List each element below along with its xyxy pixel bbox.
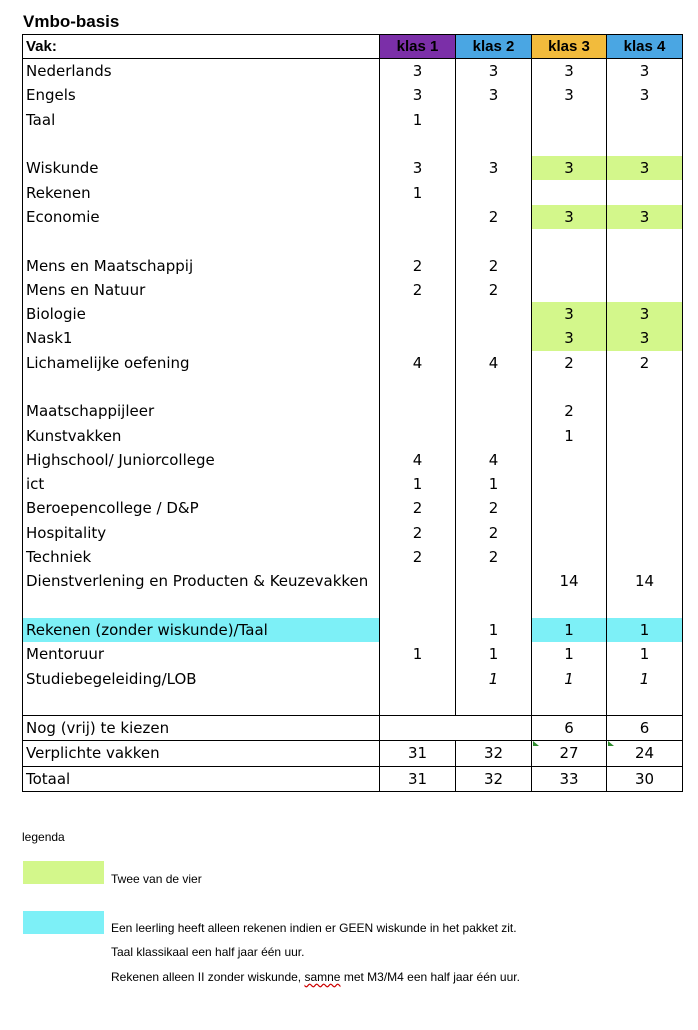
summary-klas-4: 6 (607, 716, 683, 741)
subject-cell: Mens en Natuur (23, 278, 380, 302)
hours-klas-2: 3 (456, 59, 532, 84)
comment-indicator-icon (608, 741, 614, 746)
hours-klas-1: 2 (380, 278, 456, 302)
hours-klas-4 (607, 229, 683, 253)
hours-klas-1 (380, 569, 456, 593)
hours-klas-3: 14 (532, 569, 607, 593)
header-vak: Vak: (23, 35, 380, 59)
subject-cell (23, 691, 380, 716)
table-row (23, 618, 683, 642)
subject-cell (23, 594, 380, 618)
hours-klas-4 (607, 375, 683, 399)
subject-cell: Economie (23, 205, 380, 229)
subject-cell: Dienstverlening en Producten & Keuzevakken (23, 569, 380, 593)
hours-klas-2 (456, 691, 532, 716)
hours-klas-2 (456, 180, 532, 204)
hours-klas-2 (456, 108, 532, 132)
hours-klas-4 (607, 448, 683, 472)
hours-klas-1: 1 (380, 180, 456, 204)
summary-klas-1: 31 (380, 741, 456, 766)
hours-klas-3: 1 (532, 423, 607, 447)
summary-klas-2: 32 (456, 741, 532, 766)
hours-klas-3 (532, 521, 607, 545)
hours-klas-4 (607, 399, 683, 423)
legend-line-3-misspelled: samne (304, 970, 341, 984)
summary-klas-1-2 (380, 716, 532, 741)
legend-green-swatch (23, 861, 104, 884)
subject-cell: Rekenen (zonder wiskunde)/Taal (23, 618, 380, 642)
hours-klas-1 (380, 302, 456, 326)
legend-line-3 (111, 970, 520, 984)
hours-klas-2: 1 (456, 642, 532, 666)
summary-row (23, 741, 683, 766)
hours-klas-4 (607, 108, 683, 132)
summary-klas-3: 6 (532, 716, 607, 741)
subject-cell: Beroepencollege / D&P (23, 496, 380, 520)
hours-klas-3 (532, 691, 607, 716)
hours-klas-2 (456, 302, 532, 326)
hours-klas-1 (380, 594, 456, 618)
subject-cell: Studiebegeleiding/LOB (23, 666, 380, 690)
summary-label: Nog (vrij) te kiezen (23, 716, 380, 741)
table-row (23, 351, 683, 375)
subject-cell: ict (23, 472, 380, 496)
table-row (23, 545, 683, 569)
subject-cell: Wiskunde (23, 156, 380, 180)
hours-klas-1: 4 (380, 351, 456, 375)
hours-klas-1: 1 (380, 108, 456, 132)
hours-klas-4: 1 (607, 618, 683, 642)
hours-klas-3 (532, 594, 607, 618)
summary-klas-4: 30 (607, 766, 683, 791)
hours-klas-2: 1 (456, 472, 532, 496)
hours-klas-4 (607, 423, 683, 447)
hours-klas-2: 2 (456, 521, 532, 545)
subject-cell: Mentoruur (23, 642, 380, 666)
hours-klas-1: 2 (380, 521, 456, 545)
legend-cyan-text: Een leerling heeft alleen rekenen indien er GEEN wiskunde in het pakket zit. (111, 921, 517, 935)
table-row (23, 253, 683, 277)
hours-klas-4 (607, 521, 683, 545)
hours-klas-4 (607, 496, 683, 520)
subject-cell: Engels (23, 83, 380, 107)
hours-klas-1: 1 (380, 472, 456, 496)
hours-klas-1 (380, 132, 456, 156)
hours-klas-3 (532, 375, 607, 399)
hours-klas-3 (532, 108, 607, 132)
header-row (23, 35, 683, 59)
hours-klas-3 (532, 545, 607, 569)
hours-klas-3 (532, 448, 607, 472)
hours-klas-4: 3 (607, 59, 683, 84)
hours-klas-1 (380, 375, 456, 399)
hours-klas-4 (607, 278, 683, 302)
hours-klas-4 (607, 545, 683, 569)
comment-indicator-icon (533, 741, 539, 746)
hours-klas-2: 3 (456, 156, 532, 180)
hours-klas-2 (456, 569, 532, 593)
subject-cell: Nederlands (23, 59, 380, 84)
hours-klas-1 (380, 399, 456, 423)
subject-cell (23, 132, 380, 156)
summary-klas-3: 33 (532, 766, 607, 791)
hours-klas-2 (456, 399, 532, 423)
hours-klas-3 (532, 132, 607, 156)
table-row (23, 205, 683, 229)
hours-klas-3: 1 (532, 618, 607, 642)
summary-klas-4: 24 (607, 741, 683, 766)
legend-line-3-pre: Rekenen alleen II zonder wiskunde, (111, 970, 305, 984)
hours-klas-1 (380, 618, 456, 642)
hours-klas-2: 2 (456, 253, 532, 277)
hours-klas-1: 1 (380, 642, 456, 666)
hours-klas-2: 2 (456, 496, 532, 520)
subject-cell: Hospitality (23, 521, 380, 545)
table-row (23, 83, 683, 107)
header-klas-3: klas 3 (532, 35, 607, 59)
hours-klas-2: 1 (456, 618, 532, 642)
summary-klas-2: 32 (456, 766, 532, 791)
legend-line-2: Taal klassikaal een half jaar één uur. (111, 945, 305, 959)
hours-klas-2 (456, 375, 532, 399)
hours-klas-2: 1 (456, 666, 532, 690)
hours-klas-3: 3 (532, 326, 607, 350)
hours-klas-3: 3 (532, 302, 607, 326)
subject-cell (23, 375, 380, 399)
summary-row (23, 766, 683, 791)
table-row (23, 472, 683, 496)
hours-klas-3: 3 (532, 205, 607, 229)
hours-klas-3 (532, 253, 607, 277)
hours-klas-2 (456, 229, 532, 253)
legend-line-3-post: met M3/M4 een half jaar één uur. (340, 970, 520, 984)
hours-klas-2 (456, 423, 532, 447)
hours-klas-4: 3 (607, 205, 683, 229)
table-row (23, 278, 683, 302)
hours-klas-4 (607, 691, 683, 716)
hours-klas-3: 2 (532, 399, 607, 423)
hours-klas-2: 2 (456, 278, 532, 302)
hours-klas-4 (607, 594, 683, 618)
subject-cell: Lichamelijke oefening (23, 351, 380, 375)
hours-klas-3: 1 (532, 642, 607, 666)
page-title: Vmbo-basis (23, 12, 120, 31)
table-row (23, 594, 683, 618)
subject-cell (23, 229, 380, 253)
hours-klas-3 (532, 496, 607, 520)
hours-klas-1 (380, 666, 456, 690)
hours-klas-2: 2 (456, 205, 532, 229)
table-row (23, 375, 683, 399)
hours-klas-2: 4 (456, 448, 532, 472)
hours-klas-4: 2 (607, 351, 683, 375)
hours-klas-2 (456, 326, 532, 350)
hours-klas-3 (532, 229, 607, 253)
hours-klas-4: 3 (607, 302, 683, 326)
subject-cell: Biologie (23, 302, 380, 326)
table-row (23, 666, 683, 690)
summary-klas-3: 27 (532, 741, 607, 766)
hours-klas-1 (380, 229, 456, 253)
hours-klas-3 (532, 472, 607, 496)
hours-klas-4 (607, 253, 683, 277)
summary-label: Totaal (23, 766, 380, 791)
table-row (23, 448, 683, 472)
hours-klas-1 (380, 205, 456, 229)
table-row (23, 132, 683, 156)
hours-klas-1 (380, 691, 456, 716)
summary-label: Verplichte vakken (23, 741, 380, 766)
hours-klas-2: 2 (456, 545, 532, 569)
hours-klas-1: 3 (380, 59, 456, 84)
hours-klas-1 (380, 423, 456, 447)
table-row (23, 180, 683, 204)
hours-klas-3 (532, 180, 607, 204)
hours-klas-3: 1 (532, 666, 607, 690)
summary-klas-1: 31 (380, 766, 456, 791)
hours-klas-2: 4 (456, 351, 532, 375)
summary-row (23, 716, 683, 741)
hours-klas-4: 3 (607, 83, 683, 107)
hours-klas-1: 2 (380, 253, 456, 277)
table-row (23, 423, 683, 447)
legend-title: legenda (22, 830, 65, 844)
table-row (23, 399, 683, 423)
hours-klas-4 (607, 472, 683, 496)
subject-cell: Techniek (23, 545, 380, 569)
subject-cell: Highschool/ Juniorcollege (23, 448, 380, 472)
legend-cyan-swatch (23, 911, 104, 934)
subject-cell: Kunstvakken (23, 423, 380, 447)
table-row (23, 156, 683, 180)
subject-cell: Nask1 (23, 326, 380, 350)
hours-klas-4: 1 (607, 642, 683, 666)
hours-klas-1: 2 (380, 545, 456, 569)
legend-green-text: Twee van de vier (111, 872, 202, 886)
subject-cell: Taal (23, 108, 380, 132)
subject-cell: Mens en Maatschappij (23, 253, 380, 277)
table-row (23, 642, 683, 666)
header-klas-1: klas 1 (380, 35, 456, 59)
hours-klas-2: 3 (456, 83, 532, 107)
header-klas-2: klas 2 (456, 35, 532, 59)
schedule-table (22, 34, 683, 792)
table-row (23, 59, 683, 84)
hours-klas-2 (456, 132, 532, 156)
hours-klas-4: 1 (607, 666, 683, 690)
hours-klas-1: 3 (380, 83, 456, 107)
hours-klas-3: 3 (532, 83, 607, 107)
hours-klas-3: 2 (532, 351, 607, 375)
hours-klas-4: 14 (607, 569, 683, 593)
hours-klas-1 (380, 326, 456, 350)
header-klas-4: klas 4 (607, 35, 683, 59)
table-row (23, 302, 683, 326)
hours-klas-3: 3 (532, 156, 607, 180)
hours-klas-4 (607, 180, 683, 204)
table-row (23, 326, 683, 350)
table-row (23, 496, 683, 520)
hours-klas-1: 4 (380, 448, 456, 472)
hours-klas-2 (456, 594, 532, 618)
subject-cell: Maatschappijleer (23, 399, 380, 423)
subject-cell: Rekenen (23, 180, 380, 204)
table-row (23, 521, 683, 545)
hours-klas-4: 3 (607, 156, 683, 180)
hours-klas-4: 3 (607, 326, 683, 350)
table-row (23, 108, 683, 132)
table-row (23, 569, 683, 593)
table-row (23, 691, 683, 716)
hours-klas-1: 2 (380, 496, 456, 520)
hours-klas-3: 3 (532, 59, 607, 84)
table-row (23, 229, 683, 253)
hours-klas-1: 3 (380, 156, 456, 180)
hours-klas-3 (532, 278, 607, 302)
hours-klas-4 (607, 132, 683, 156)
